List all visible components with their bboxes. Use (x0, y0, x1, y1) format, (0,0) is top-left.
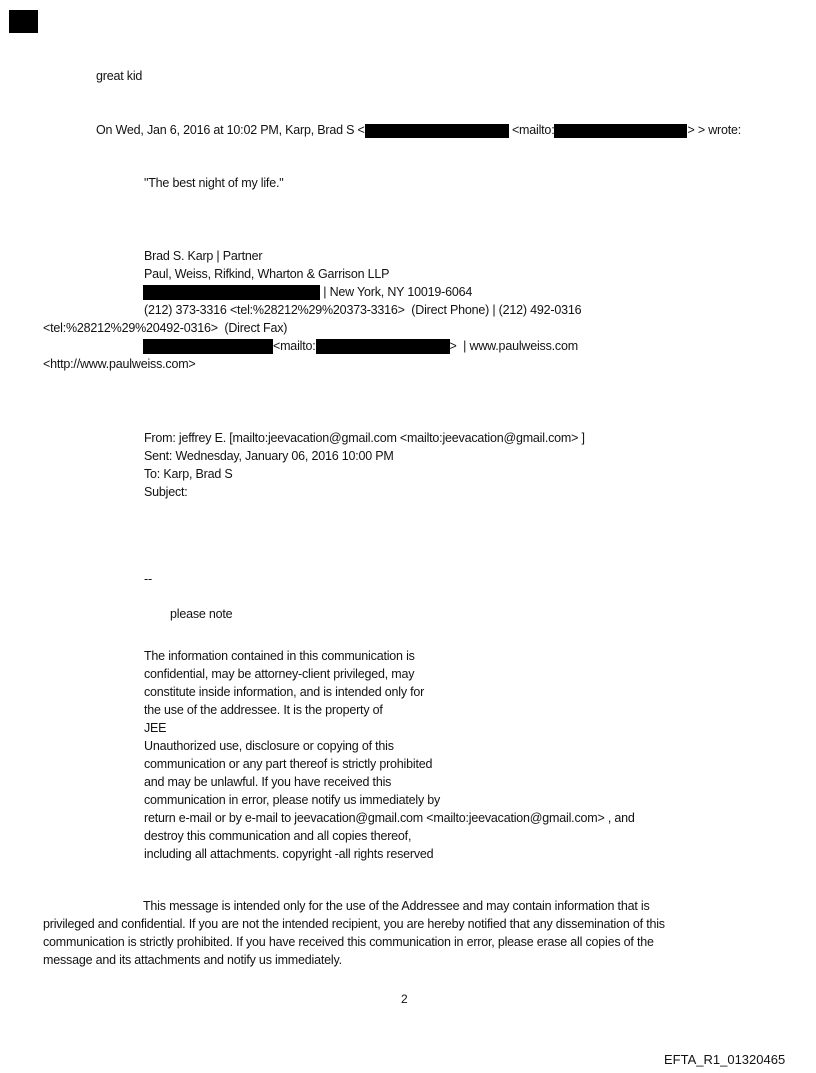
signature-fax-line: <tel:%28212%29%20492-0316> (Direct Fax) (43, 321, 288, 335)
header-sent: Sent: Wednesday, January 06, 2016 10:00 PM (144, 449, 394, 463)
attribution-suffix: > > wrote: (687, 123, 742, 137)
redaction-box (143, 339, 273, 354)
header-from: From: jeffrey E. [mailto:jeevacation@gmail.com <mailto:jeevacation@gmail.com> ] (144, 431, 585, 445)
note-label: please note (170, 607, 233, 621)
signature-separator: -- (144, 572, 152, 586)
disclaimer-line: JEE (144, 721, 167, 735)
signature-phone-line: (212) 373-3316 <tel:%28212%29%20373-3316> (Direct Phone) | (212) 492-0316 (144, 303, 582, 317)
redaction-box (554, 124, 687, 138)
signature-firm: Paul, Weiss, Rifkind, Wharton & Garrison LLP (144, 267, 390, 281)
disclaimer-line: return e-mail or by e-mail to jeevacation@gmail.com <mailto:jeevacation@gmail.com> , and (144, 811, 635, 825)
redaction-box (9, 10, 38, 33)
disclaimer-line: constitute inside information, and is intended only for (144, 685, 425, 699)
quoted-text: "The best night of my life." (144, 176, 284, 190)
footer-disclaimer-line: message and its attachments and notify us immediately. (43, 953, 342, 967)
signature-address-line (143, 283, 472, 301)
header-to: To: Karp, Brad S (144, 467, 233, 481)
signature-name-title: Brad S. Karp | Partner (144, 249, 263, 263)
reply-body-text: great kid (96, 69, 143, 83)
disclaimer-line: communication in error, please notify us immediately by (144, 793, 441, 807)
attribution-prefix: On Wed, Jan 6, 2016 at 10:02 PM, Karp, Brad S < (96, 123, 365, 137)
attribution-mailto-label: <mailto: (508, 123, 555, 137)
redaction-box (316, 339, 450, 354)
disclaimer-line: and may be unlawful. If you have received this (144, 775, 392, 789)
signature-email-suffix: > | www.paulweiss.com (449, 339, 578, 353)
signature-address-suffix: | New York, NY 10019-6064 (320, 285, 473, 299)
footer-disclaimer-line: privileged and confidential. If you are not the intended recipient, you are hereby notified that any dissemination of this (43, 917, 665, 931)
disclaimer-line: destroy this communication and all copies thereof, (144, 829, 412, 843)
footer-disclaimer-line: This message is intended only for the use of the Addressee and may contain information that is (143, 899, 650, 913)
attribution-line (96, 121, 741, 139)
redaction-box (143, 285, 320, 300)
footer-disclaimer-line: communication is strictly prohibited. If you have received this communication in error, please erase all copies of the (43, 935, 654, 949)
bates-number: EFTA_R1_01320465 (664, 1052, 786, 1067)
header-subject: Subject: (144, 485, 188, 499)
page-number: 2 (401, 992, 408, 1006)
signature-email-mailto-label: <mailto: (273, 339, 316, 353)
signature-email-line (143, 337, 578, 355)
disclaimer-line: the use of the addressee. It is the property of (144, 703, 383, 717)
disclaimer-line: including all attachments. copyright -all rights reserved (144, 847, 434, 861)
redaction-box (365, 124, 509, 138)
disclaimer-line: Unauthorized use, disclosure or copying of this (144, 739, 394, 753)
signature-website-line: <http://www.paulweiss.com> (43, 357, 196, 371)
disclaimer-line: The information contained in this communication is (144, 649, 415, 663)
disclaimer-line: confidential, may be attorney-client privileged, may (144, 667, 415, 681)
disclaimer-line: communication or any part thereof is strictly prohibited (144, 757, 433, 771)
